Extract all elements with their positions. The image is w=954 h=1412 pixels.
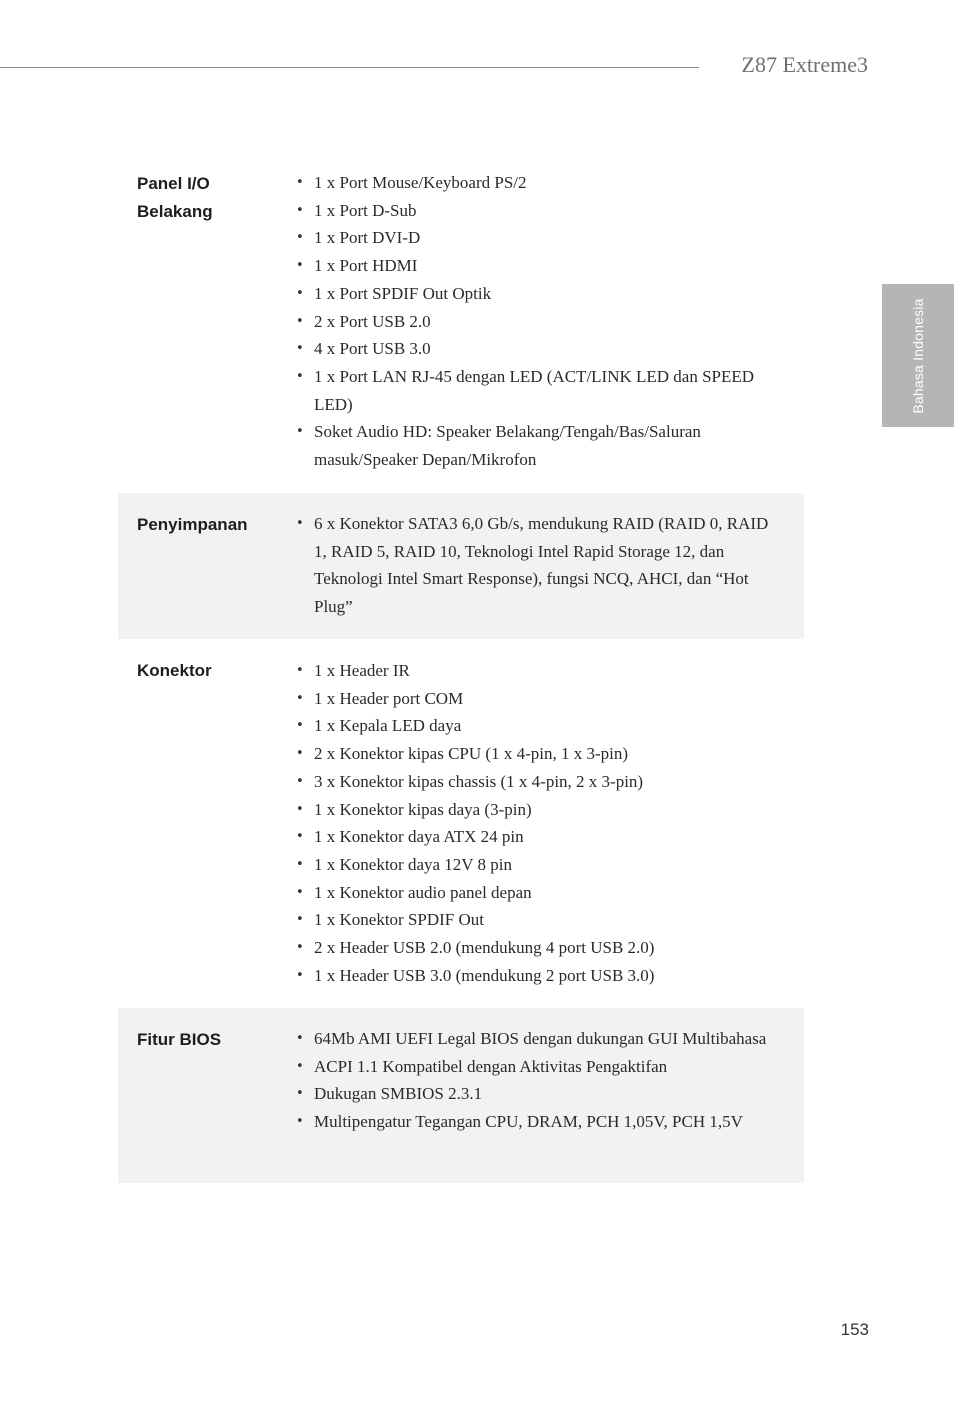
list-item: • 1 x Port D-Sub — [293, 197, 785, 225]
list-item: • 1 x Konektor audio panel depan — [293, 879, 785, 907]
spec-list-rear-io — [293, 169, 785, 474]
document-title: Z87 Extreme3 — [741, 52, 868, 77]
list-item: • 1 x Kepala LED daya — [293, 712, 785, 740]
list-item: • 1 x Port LAN RJ-45 dengan LED (ACT/LINK LED dan SPEED LED) — [293, 363, 785, 418]
list-item: • ACPI 1.1 Kompatibel dengan Aktivitas Pengaktifan — [293, 1053, 785, 1081]
list-item: • 1 x Header USB 3.0 (mendukung 2 port USB 3.0) — [293, 962, 785, 990]
spec-list-storage — [293, 510, 785, 621]
spec-label-rear-io-line2: Belakang — [137, 202, 213, 221]
spec-section-connectors — [118, 639, 804, 1008]
list-item: • 1 x Header port COM — [293, 685, 785, 713]
page-number: 153 — [840, 1320, 869, 1339]
spec-label-bios: Fitur BIOS — [137, 1030, 222, 1049]
list-item: • 2 x Port USB 2.0 — [293, 308, 785, 336]
list-item: • 1 x Port HDMI — [293, 252, 785, 280]
list-item: • 1 x Port DVI-D — [293, 224, 785, 252]
spec-section-rear-io — [118, 165, 804, 493]
list-item: • 2 x Konektor kipas CPU (1 x 4-pin, 1 x 3-pin) — [293, 740, 785, 768]
spec-section-storage — [118, 493, 804, 639]
list-item: • 3 x Konektor kipas chassis (1 x 4-pin, 2 x 3-pin) — [293, 768, 785, 796]
list-item: • 6 x Konektor SATA3 6,0 Gb/s, mendukung RAID (RAID 0, RAID 1, RAID 5, RAID 10, Teknologi Intel Rapid Storage 12, dan Teknologi Intel Smart Response), fungsi NCQ, AHCI, dan “Hot Plug” — [293, 510, 785, 621]
list-item: • Dukugan SMBIOS 2.3.1 — [293, 1080, 785, 1108]
spec-label-storage: Penyimpanan — [137, 515, 248, 534]
list-item: • 1 x Header IR — [293, 657, 785, 685]
list-item: • 1 x Konektor daya ATX 24 pin — [293, 823, 785, 851]
list-item: • 1 x Port SPDIF Out Optik — [293, 280, 785, 308]
language-tab — [882, 284, 954, 427]
spec-label-rear-io-line1: Panel I/O — [137, 174, 210, 193]
list-item: • 1 x Port Mouse/Keyboard PS/2 — [293, 169, 785, 197]
header-rule — [0, 67, 699, 68]
spec-section-bios — [118, 1008, 804, 1183]
list-item: • 4 x Port USB 3.0 — [293, 335, 785, 363]
list-item: • 1 x Konektor SPDIF Out — [293, 906, 785, 934]
spec-label-connectors: Konektor — [137, 661, 212, 680]
list-item: • 1 x Konektor kipas daya (3-pin) — [293, 796, 785, 824]
spec-list-connectors — [293, 657, 785, 989]
spec-label-rear-io — [137, 170, 287, 226]
list-item: • 2 x Header USB 2.0 (mendukung 4 port USB 2.0) — [293, 934, 785, 962]
list-item: • 64Mb AMI UEFI Legal BIOS dengan dukungan GUI Multibahasa — [293, 1025, 785, 1053]
list-item: • Soket Audio HD: Speaker Belakang/Tengah/Bas/Saluran masuk/Speaker Depan/Mikrofon — [293, 418, 785, 473]
language-tab-label: Bahasa Indonesia — [910, 297, 926, 414]
list-item: • Multipengatur Tegangan CPU, DRAM, PCH 1,05V, PCH 1,5V — [293, 1108, 785, 1136]
list-item: • 1 x Konektor daya 12V 8 pin — [293, 851, 785, 879]
spec-list-bios — [293, 1025, 785, 1136]
